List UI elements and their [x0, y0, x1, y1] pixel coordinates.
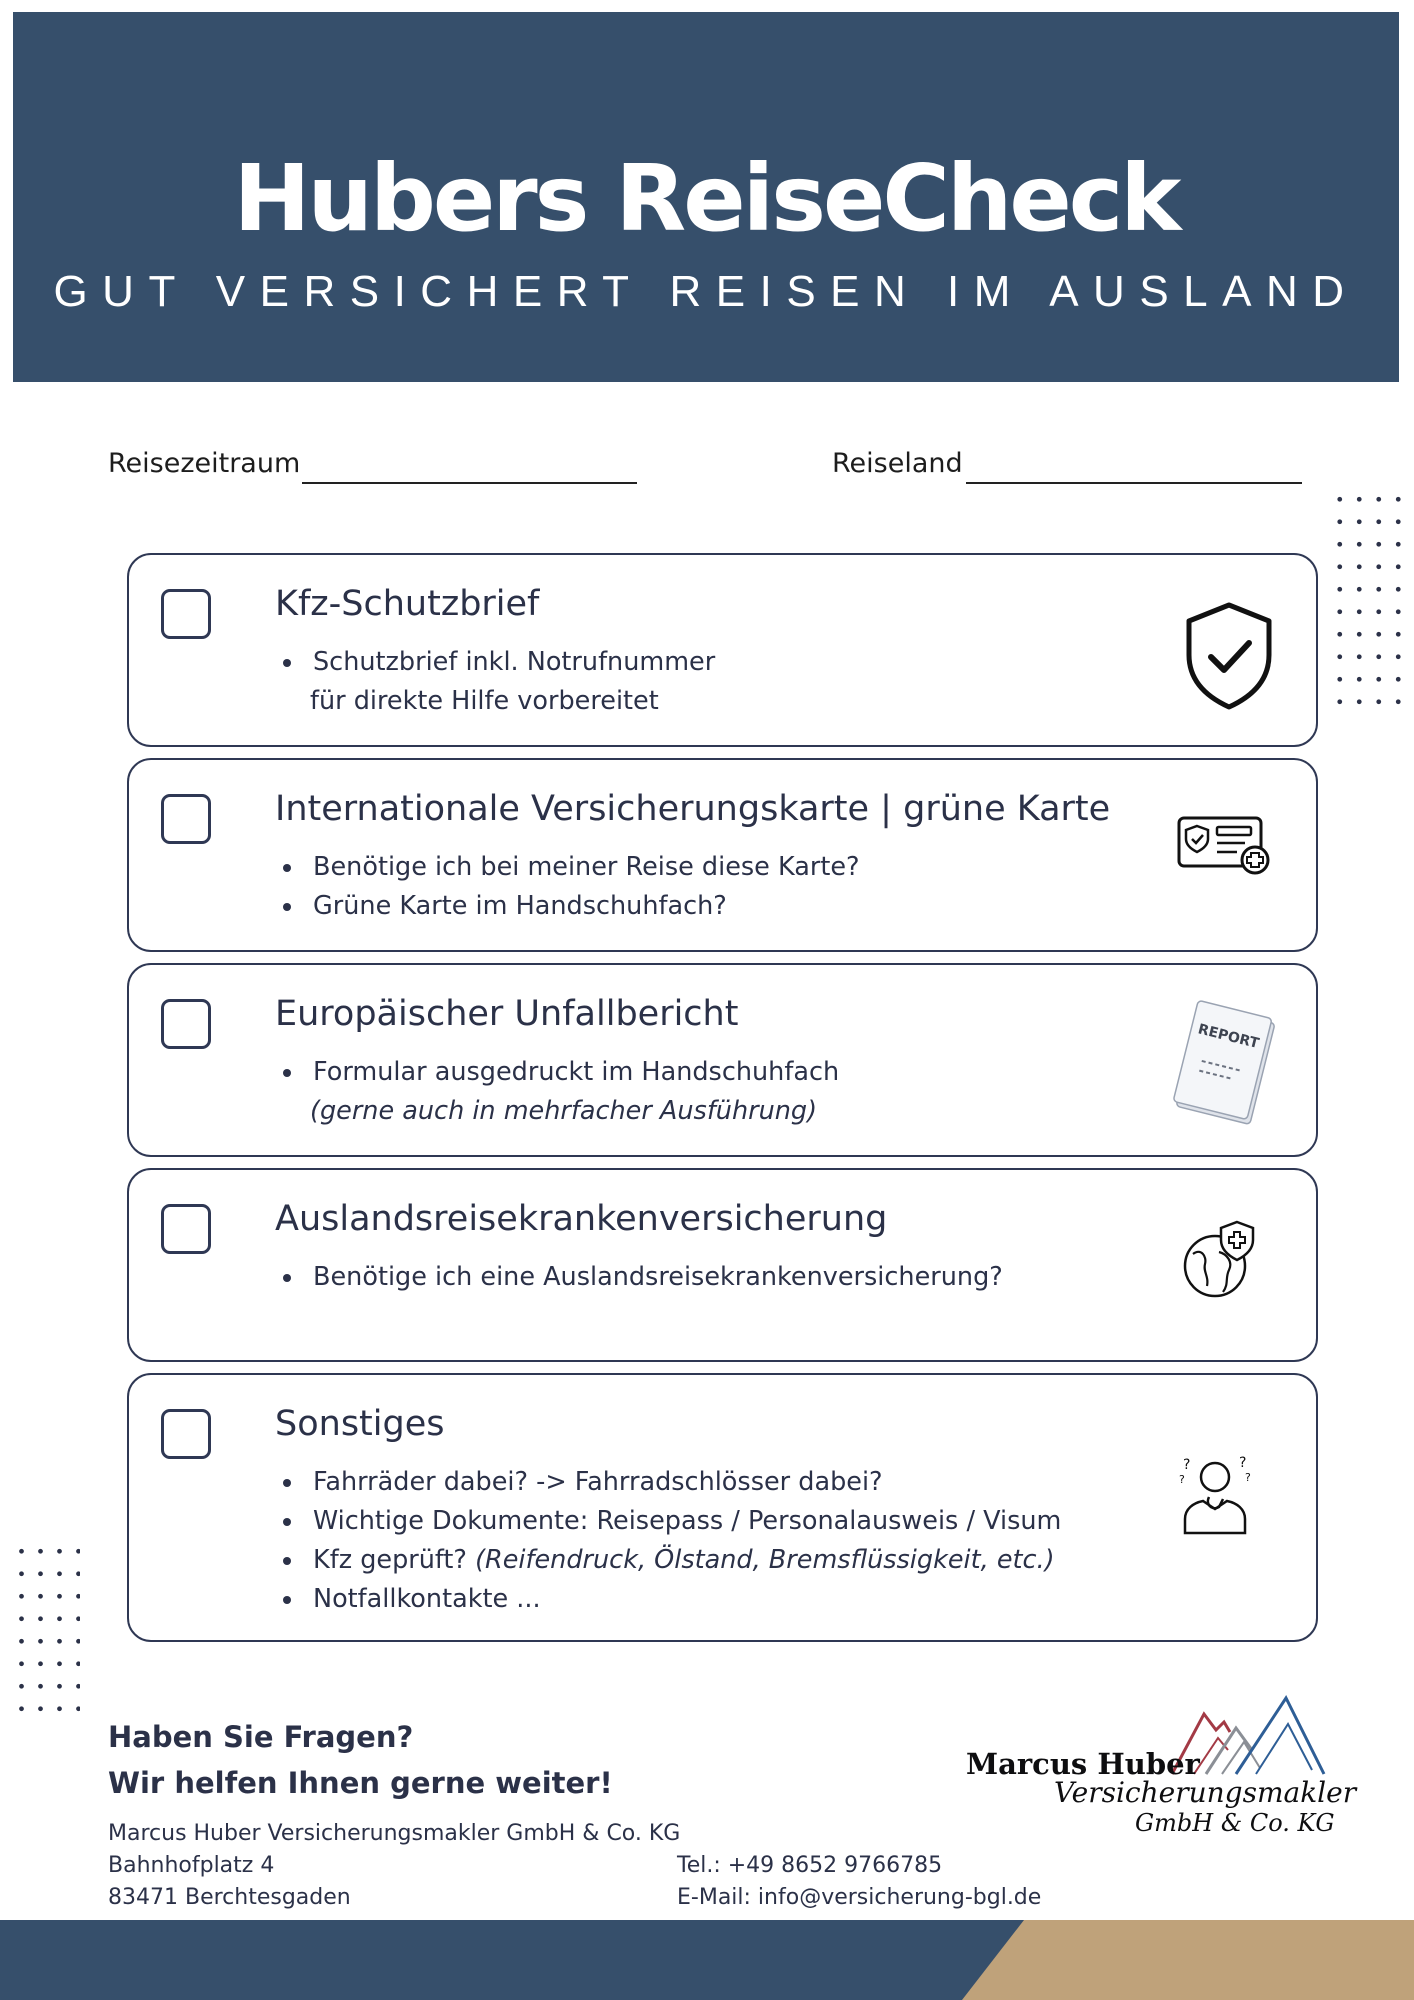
bullet-item: Fahrräder dabei? -> Fahrradschlösser dabei? — [277, 1463, 1061, 1502]
checklist-card-kfz-schutzbrief — [127, 553, 1318, 747]
logo-name: Marcus Huber — [966, 1747, 1200, 1781]
bullet-item — [277, 1541, 1061, 1580]
svg-text:?: ? — [1245, 1471, 1251, 1484]
checklist-card-travel-health-insurance — [127, 1168, 1318, 1362]
street: Bahnhofplatz 4 — [108, 1853, 275, 1878]
card-title: Internationale Versicherungskarte | grüne Karte — [275, 789, 1111, 829]
checklist-card-accident-report — [127, 963, 1318, 1157]
bullet-list — [277, 1463, 1061, 1619]
svg-text:?: ? — [1239, 1455, 1247, 1471]
globe-health-icon — [1179, 1218, 1265, 1300]
bullet-item: Notfallkontakte ... — [277, 1580, 1061, 1619]
decorative-dots-right — [1330, 488, 1406, 712]
travel-country-label: Reiseland — [832, 448, 963, 479]
contact-question-line2: Wir helfen Ihnen gerne weiter! — [108, 1766, 613, 1800]
insurance-card-icon — [1175, 812, 1275, 878]
bullet-list — [277, 1053, 839, 1131]
shield-check-icon — [1179, 599, 1279, 711]
travel-period-field[interactable] — [302, 482, 637, 484]
bullet-item: Grüne Karte im Handschuhfach? — [277, 887, 860, 926]
city: 83471 Berchtesgaden — [108, 1885, 351, 1910]
report-document-icon — [1163, 999, 1289, 1135]
contact-address — [108, 1818, 680, 1914]
logo-subtitle: Versicherungsmakler — [1054, 1776, 1357, 1809]
bullet-list — [277, 848, 860, 926]
checkbox[interactable] — [161, 999, 211, 1049]
page-title: Hubers ReiseCheck — [233, 145, 1179, 252]
email[interactable]: E-Mail: info@versicherung-bgl.de — [677, 1885, 1042, 1910]
card-title: Kfz-Schutzbrief — [275, 584, 540, 624]
footer-bar — [0, 1920, 1414, 2000]
bullet-item: Wichtige Dokumente: Reisepass / Personalausweis / Visum — [277, 1502, 1061, 1541]
bullet-list — [277, 643, 715, 721]
contact-question — [108, 1714, 613, 1806]
page-subtitle: GUT VERSICHERT REISEN IM AUSLAND — [53, 267, 1359, 316]
checkbox[interactable] — [161, 1409, 211, 1459]
bullet-item-continuation: (gerne auch in mehrfacher Ausführung) — [310, 1096, 818, 1126]
checkbox[interactable] — [161, 589, 211, 639]
phone[interactable]: Tel.: +49 8652 9766785 — [677, 1853, 943, 1878]
checkbox[interactable] — [161, 794, 211, 844]
card-title: Sonstiges — [275, 1404, 445, 1444]
company-name: Marcus Huber Versicherungsmakler GmbH & Co. KG — [108, 1821, 681, 1846]
travel-country-field[interactable] — [966, 482, 1302, 484]
contact-details — [677, 1850, 1041, 1914]
bullet-list — [277, 1258, 1003, 1297]
bullet-item: Formular ausgedruckt im Handschuhfach — [277, 1053, 839, 1092]
checkbox[interactable] — [161, 1204, 211, 1254]
travel-period-label: Reisezeitraum — [108, 448, 301, 479]
bullet-item: Benötige ich bei meiner Reise diese Karte? — [277, 848, 860, 887]
bullet-item: Schutzbrief inkl. Notrufnummer — [277, 643, 715, 682]
svg-text:?: ? — [1183, 1457, 1191, 1473]
contact-question-line1: Haben Sie Fragen? — [108, 1720, 414, 1754]
card-title: Auslandsreisekrankenversicherung — [275, 1199, 888, 1239]
bullet-item: Benötige ich eine Auslandsreisekrankenversicherung? — [277, 1258, 1003, 1297]
checklist-card-misc — [127, 1373, 1318, 1642]
decorative-dots-left — [12, 1540, 80, 1726]
bullet-item-continuation: für direkte Hilfe vorbereitet — [310, 686, 659, 716]
bullet-item-italic: (Reifendruck, Ölstand, Bremsflüssigkeit, etc.) — [475, 1545, 1055, 1575]
report-icon-label: REPORT — [1196, 1021, 1261, 1052]
thinking-person-icon — [1175, 1453, 1259, 1537]
header-banner — [13, 12, 1399, 382]
card-title: Europäischer Unfallbericht — [275, 994, 739, 1034]
bullet-item-text: Kfz geprüft? — [313, 1545, 476, 1575]
checklist-card-green-card — [127, 758, 1318, 952]
logo-legal-form: GmbH & Co. KG — [1135, 1809, 1335, 1837]
svg-text:?: ? — [1179, 1473, 1185, 1486]
